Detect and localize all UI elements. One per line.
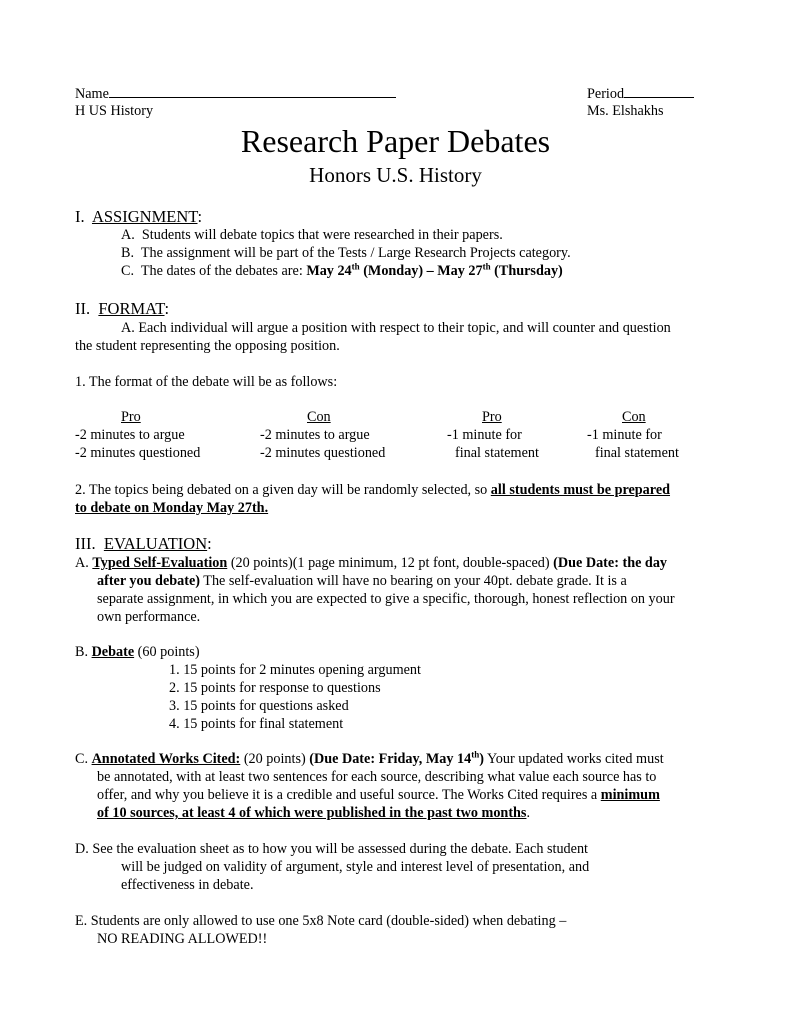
page-title: Research Paper Debates [240, 123, 551, 159]
section-colon: : [197, 207, 203, 226]
section-number: I. [75, 207, 85, 226]
list-item: 4. 15 points for final statement [169, 716, 344, 732]
section-colon: : [164, 299, 170, 318]
requirement-emphasis: of 10 sources, at least 4 of which were published in the past two months [97, 805, 527, 821]
column-line: -2 minutes to argue [75, 427, 185, 443]
debate-dates: May 24th (Monday) – May 27th (Thursday) [306, 261, 563, 279]
format-paragraph-line1: A. Each individual will argue a position with respect to their topic, and will counter and question [121, 320, 671, 336]
item-text: (20 points) [240, 751, 310, 767]
column-header: Pro [482, 409, 502, 425]
section-evaluation-heading [75, 534, 212, 554]
name-label: Name [75, 86, 109, 102]
page-subtitle: Honors U.S. History [309, 163, 482, 187]
period-label: Period [587, 86, 625, 102]
period-blank-line [624, 84, 694, 98]
evaluation-a-line4: own performance. [97, 609, 201, 625]
evaluation-b-heading [75, 643, 200, 661]
due-date: after you debate) [97, 573, 200, 589]
evaluation-c-line1 [75, 750, 664, 768]
section-colon: : [207, 534, 212, 553]
name-blank-line [109, 84, 396, 98]
note-text: 2. The topics being debated on a given day will be randomly selected, so [75, 482, 491, 498]
column-line: final statement [455, 445, 539, 461]
item-text: . [526, 805, 531, 821]
section-title: ASSIGNMENT [91, 207, 198, 226]
column-line: -1 minute for [587, 427, 662, 443]
item-marker: B. [75, 644, 92, 660]
item-text: Your updated works cited must [483, 751, 664, 767]
item-text: (20 points)(1 page minimum, 12 pt font, double-spaced) [227, 555, 554, 571]
item-text: (60 points) [134, 644, 200, 660]
list-item: 1. 15 points for 2 minutes opening argument [169, 662, 421, 678]
teacher-name: Ms. Elshakhs [587, 103, 664, 119]
section-title: FORMAT [98, 299, 165, 318]
section-format-heading [75, 299, 169, 319]
column-line: -1 minute for [447, 427, 522, 443]
format-note-line1 [75, 481, 670, 499]
section-title: EVALUATION [103, 534, 208, 553]
item-title: Annotated Works Cited: [91, 751, 241, 767]
format-column-con-2 [587, 408, 679, 462]
evaluation-c-line2: be annotated, with at least two sentences for each source, describing what value each source has to [97, 769, 657, 785]
format-column-pro-1 [75, 408, 200, 462]
item-text: The dates of the debates are: [140, 263, 307, 279]
column-header: Pro [121, 409, 141, 425]
assignment-item-c [121, 262, 563, 280]
item-text: Students will debate topics that were researched in their papers. [141, 227, 503, 243]
column-line: -2 minutes questioned [75, 445, 201, 461]
evaluation-a-line3: separate assignment, in which you are expected to give a specific, thorough, honest reflection on your [97, 591, 675, 607]
format-paragraph-line2: the student representing the opposing position. [75, 338, 340, 354]
course-name: H US History [75, 103, 154, 119]
column-line: -2 minutes questioned [260, 445, 386, 461]
section-number: III. [75, 534, 96, 553]
item-marker: B. [121, 245, 135, 261]
item-marker: A. [121, 227, 135, 243]
period-field-row [587, 84, 694, 103]
section-number: II. [75, 299, 91, 318]
evaluation-c-line3 [97, 786, 660, 804]
note-emphasis: all students must be prepared [490, 482, 671, 498]
list-item: 3. 15 points for questions asked [169, 698, 349, 714]
column-line: -2 minutes to argue [260, 427, 370, 443]
due-date: (Due Date: the day [553, 555, 668, 571]
item-text: The assignment will be part of the Tests / Large Research Projects category. [140, 245, 571, 261]
format-column-con-1 [260, 408, 385, 462]
item-title: Typed Self-Evaluation [92, 555, 228, 571]
evaluation-c-line4 [97, 804, 530, 822]
list-item: 2. 15 points for response to questions [169, 680, 381, 696]
requirement-emphasis: minimum [600, 787, 660, 803]
evaluation-e-line2: NO READING ALLOWED!! [97, 931, 268, 947]
evaluation-d-line2: will be judged on validity of argument, style and interest level of presentation, and [121, 859, 590, 875]
item-title: Debate [91, 644, 135, 660]
column-line: final statement [595, 445, 679, 461]
item-marker: A. [75, 555, 93, 571]
assignment-item-b [121, 244, 571, 262]
item-text: The self-evaluation will have no bearing on your 40pt. debate grade. It is a [199, 573, 627, 589]
item-marker: C. [121, 263, 135, 279]
item-marker: C. [75, 751, 92, 767]
evaluation-e-line1: E. Students are only allowed to use one 5x8 Note card (double-sided) when debating – [75, 913, 567, 929]
item-text: offer, and why you believe it is a credible and useful source. The Works Cited requires a [97, 787, 601, 803]
format-column-pro-2 [447, 408, 539, 462]
column-header: Con [622, 409, 646, 425]
evaluation-d-line3: effectiveness in debate. [121, 877, 254, 893]
format-intro: 1. The format of the debate will be as follows: [75, 374, 338, 390]
debate-points-list [169, 661, 421, 733]
evaluation-d-line1: D. See the evaluation sheet as to how you will be assessed during the debate. Each student [75, 841, 588, 857]
name-field-row [75, 84, 396, 103]
evaluation-a-line2 [97, 572, 627, 590]
section-assignment-heading [75, 207, 202, 227]
format-note-line2: to debate on Monday May 27th. [75, 500, 269, 516]
assignment-item-a [121, 226, 503, 244]
due-date: (Due Date: Friday, May 14th) [309, 749, 484, 767]
column-header: Con [307, 409, 331, 425]
evaluation-a-line1 [75, 554, 667, 572]
